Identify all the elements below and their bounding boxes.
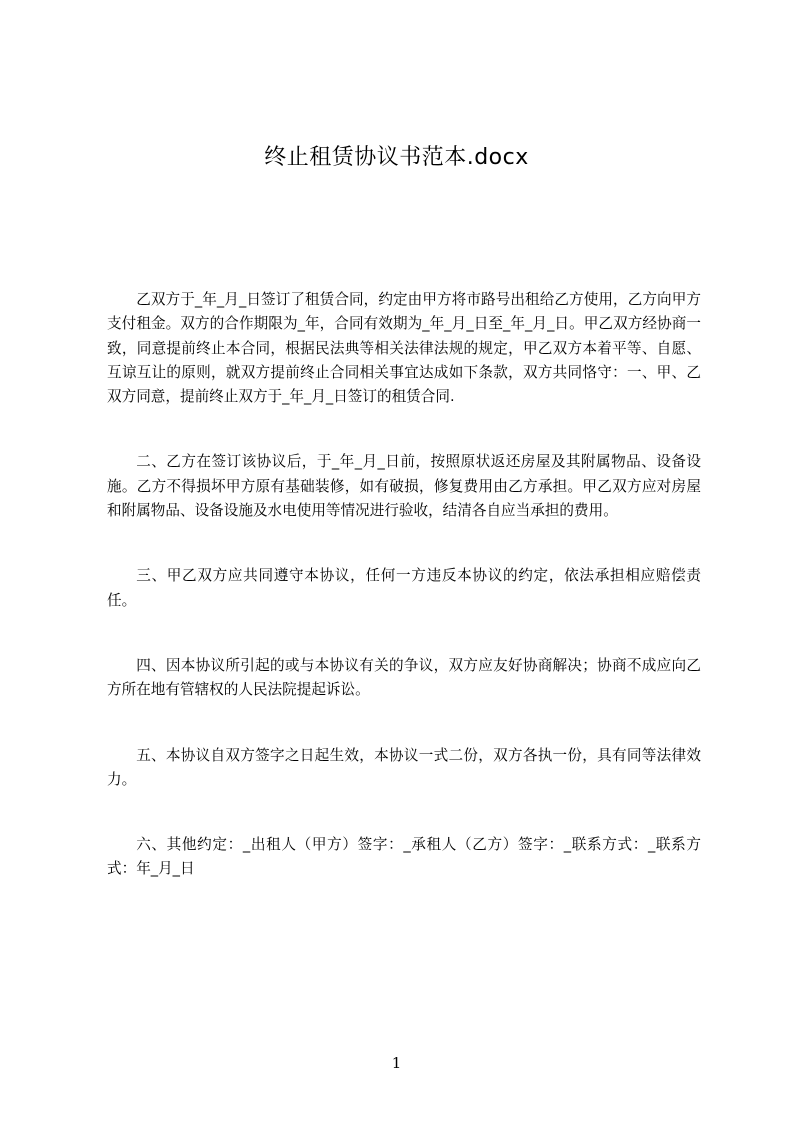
paragraph-clause-3: 三、甲乙双方应共同遵守本协议，任何一方违反本协议的约定，依法承担相应赔偿责任。 [107,567,701,609]
document-title: 终止租赁协议书范本.docx [264,145,529,170]
paragraph-clause-2: 二、乙方在签订该协议后，于_年_月_日前，按照原状返还房屋及其附属物品、设备设施。乙方不得损坏甲方原有基础装修，如有破损，修复费用由乙方承担。甲乙双方应对房屋和附属物品、设备设施及水电使用等情况进行验收，结清各自应当承担的费用。 [107,453,701,520]
page-number: 1 [391,1054,402,1072]
paragraph-clause-5: 五、本协议自双方签字之日起生效，本协议一式二份，双方各执一份，具有同等法律效力。 [107,746,701,788]
paragraph-clause-6: 六、其他约定：_出租人（甲方）签字：_承租人（乙方）签字：_联系方式：_联系方式：年_月_日 [107,836,701,878]
paragraph-clause-4: 四、因本协议所引起的或与本协议有关的争议，双方应友好协商解决；协商不成应向乙方所在地有管辖权的人民法院提起诉讼。 [107,656,701,699]
document-body [107,288,701,882]
paragraph-preamble: 乙双方于_年_月_日签订了租赁合同，约定由甲方将市路号出租给乙方使用，乙方向甲方支付租金。双方的合作期限为_年，合同有效期为_年_月_日至_年_月_日。甲乙双方经协商一致，同意提前终止本合同，根据民法典等相关法律法规的规定，甲乙双方本着平等、自愿、互谅互让的原则，就双方提前终止合同相关事宜达成如下条款，双方共同恪守：一、甲、乙双方同意，提前终止双方于_年_月_日签订的租赁合同. [107,291,701,406]
